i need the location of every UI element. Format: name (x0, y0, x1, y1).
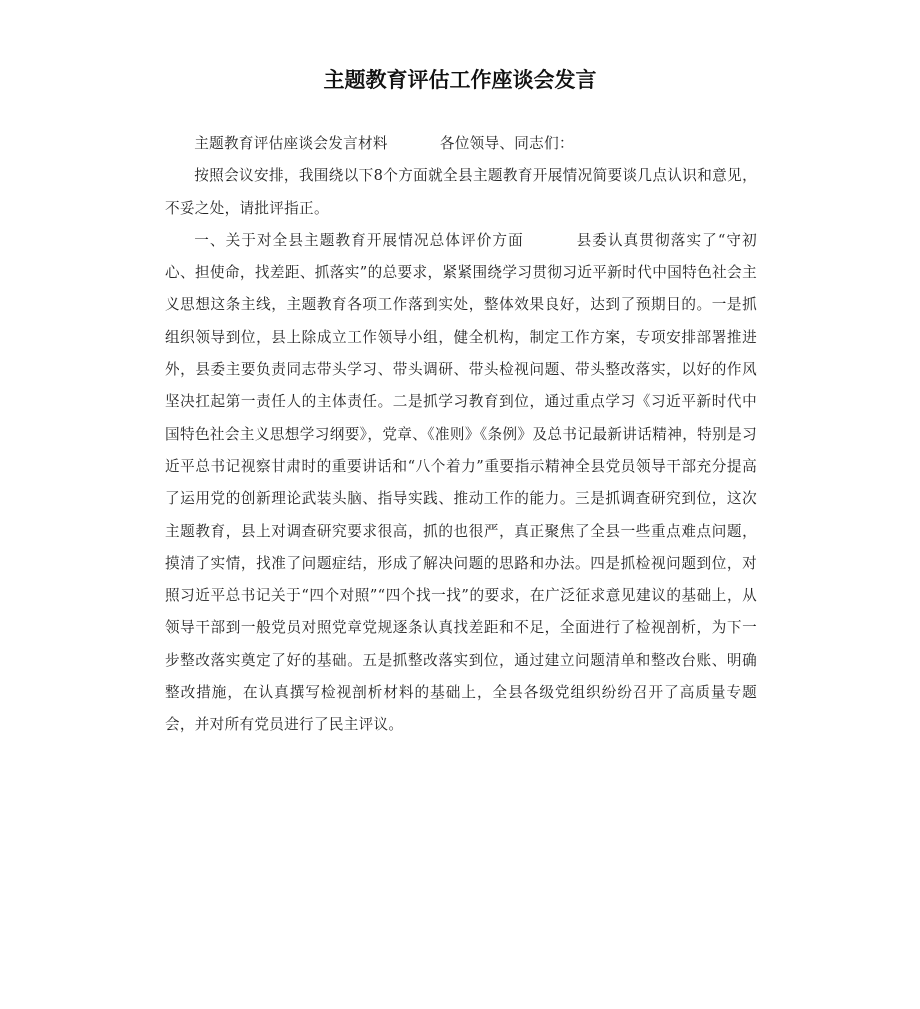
paragraph-lead: 主题教育评估座谈会发言材料 (194, 135, 388, 152)
section-heading: 一、关于对全县主题教育开展情况总体评价方面 (194, 231, 524, 249)
paragraph-text: 县委认真贯彻落实了“守初心、担使命，找差距、抓落实”的总要求，紧紧围绕学习贯彻习近平新时代中国特色社会主义思想这条主线，主题教育各项工作落到实处，整体效果良好，达到了预期目的。一是抓组织领导到位，县上除成立工作领导小组，健全机构，制定工作方案，专项安排部署推进外，县委主要负责同志带头学习、带头调研、带头检视问题、带头整改落实，以好的作风坚决扛起第一责任人的主体责任。二是抓学习教育到位，通过重点学习《习近平新时代中国特色社会主义思想学习纲要》，党章、《准则》《条例》及总书记最新讲话精神，特别是习近平总书记视察甘肃时的重要讲话和“八个着力”重要指示精神全县党员领导干部充分提高了运用党的创新理论武装头脑、指导实践、推动工作的能力。三是抓调查研究到位，这次主题教育，县上对调查研究要求很高，抓的也很严，真正聚焦了全县一些重点难点问题，摸清了实情，找准了问题症结，形成了解决问题的思路和办法。四是抓检视问题到位，对照习近平总书记关于“四个对照”“四个找一找”的要求，在广泛征求意见建议的基础上，从领导干部到一般党员对照党章党规逐条认真找差距和不足，全面进行了检视剖析，为下一步整改落实奠定了好的基础。五是抓整改落实到位，通过建立问题清单和整改台账、明确整改措施，在认真撰写检视剖析材料的基础上，全县各级党组织纷纷召开了高质量专题会，并对所有党员进行了民主评议。 (165, 231, 758, 734)
paragraph-text: 各位领导、同志们： (439, 135, 574, 152)
paragraph-salutation (165, 128, 757, 160)
paragraph-text: 按照会议安排，我围绕以下8个方面就全县主题教育开展情况简要谈几点认识和意见，不妥之处，请批评指正。 (165, 167, 757, 217)
paragraph-intro (165, 160, 757, 225)
document-body (165, 128, 757, 742)
document-title: 主题教育评估工作座谈会发言 (323, 68, 597, 92)
paragraph-section-one (165, 225, 757, 742)
